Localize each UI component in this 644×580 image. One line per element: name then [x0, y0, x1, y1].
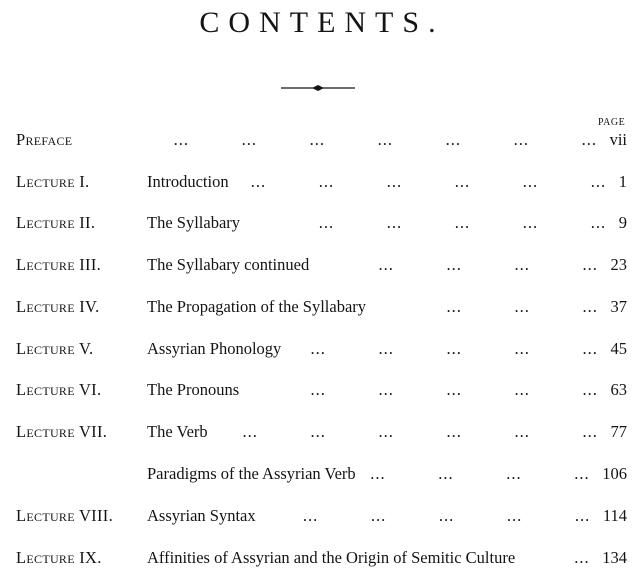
dot-leader: ...: [241, 130, 257, 149]
toc-entry-lecture-2[interactable]: [0, 213, 644, 237]
dot-leader: ...: [386, 172, 403, 191]
dot-leader: ...: [582, 380, 598, 399]
toc-entry-lecture-8[interactable]: [0, 506, 644, 530]
dot-leader: ...: [514, 297, 530, 316]
divider-ornament: [281, 84, 355, 92]
dot-leader: ...: [454, 172, 471, 191]
dot-leader: ...: [310, 380, 326, 399]
entry-title: The Syllabary continued: [147, 255, 310, 274]
dot-leader: ...: [446, 422, 462, 441]
dot-leader: ...: [242, 422, 258, 441]
dot-leader: ...: [454, 213, 471, 232]
toc-entry-lecture-9[interactable]: [0, 548, 644, 572]
dot-leader: ...: [446, 297, 462, 316]
dot-leader: ...: [318, 213, 335, 232]
dot-leader: ...: [514, 339, 530, 358]
toc-entry-lecture-5[interactable]: [0, 339, 644, 363]
entry-page-number: 77: [610, 422, 627, 441]
dot-leader: ...: [446, 255, 462, 274]
dot-leader: ...: [506, 464, 522, 483]
dot-leader: ...: [378, 255, 394, 274]
dot-leader: ...: [514, 255, 530, 274]
entry-title: Affinities of Assyrian and the Origin of Semitic Culture: [147, 548, 516, 567]
dot-leader: ...: [438, 464, 454, 483]
dot-leader: ...: [309, 130, 325, 149]
dot-leader: ...: [582, 422, 598, 441]
entry-label: Lecture V.: [16, 339, 94, 358]
entry-label: Lecture IV.: [16, 297, 100, 316]
entry-page-number: 9: [618, 213, 627, 232]
entry-page-number: 23: [610, 255, 627, 274]
dot-leader: ...: [370, 464, 386, 483]
dot-leader: ...: [445, 130, 461, 149]
toc-entry-lecture-6[interactable]: [0, 380, 644, 404]
entry-label: Lecture VI.: [16, 380, 102, 399]
dot-leader: ...: [522, 172, 539, 191]
entry-title: Assyrian Syntax: [147, 506, 256, 525]
dot-leader: ...: [378, 422, 394, 441]
entry-title: The Syllabary: [147, 213, 241, 232]
dot-leader: ...: [506, 506, 523, 525]
dot-leader: ...: [574, 506, 591, 525]
dot-leader: ...: [582, 339, 598, 358]
dot-leader: ...: [582, 255, 598, 274]
dot-leader: ...: [378, 380, 394, 399]
entry-title: Introduction: [147, 172, 229, 191]
dot-leader: ...: [386, 213, 403, 232]
dot-leader: ...: [318, 172, 335, 191]
dot-leader: ...: [582, 297, 598, 316]
dot-leader: ...: [522, 213, 539, 232]
dot-leader: ...: [590, 213, 607, 232]
entry-label: Lecture IX.: [16, 548, 102, 567]
entry-title: Paradigms of the Assyrian Verb: [147, 464, 356, 483]
dot-leader: ...: [581, 130, 597, 149]
entry-title: The Propagation of the Syllabary: [147, 297, 367, 316]
dot-leader: ...: [438, 506, 455, 525]
entry-page-number: 63: [610, 380, 627, 399]
dot-leader: ...: [514, 380, 530, 399]
dot-leader: ...: [302, 506, 319, 525]
entry-title: The Pronouns: [147, 380, 240, 399]
entry-label: Lecture VIII.: [16, 506, 113, 525]
entry-label: Lecture I.: [16, 172, 90, 191]
entry-title: The Verb: [147, 422, 208, 441]
entry-title: Assyrian Phonology: [147, 339, 282, 358]
toc-entry-lecture-7[interactable]: [0, 422, 644, 446]
dot-leader: ...: [378, 339, 394, 358]
toc-entry-lecture-4[interactable]: [0, 297, 644, 321]
page-column-heading: PAGE: [598, 117, 626, 128]
dot-leader: ...: [513, 130, 529, 149]
toc-entry-lecture-1[interactable]: [0, 172, 644, 196]
entry-page-number: 37: [610, 297, 627, 316]
entry-label: Lecture III.: [16, 255, 102, 274]
dot-leader: ...: [310, 422, 326, 441]
entry-label: Lecture II.: [16, 213, 96, 232]
entry-page-number: 114: [602, 506, 627, 525]
dot-leader: ...: [514, 422, 530, 441]
toc-entry-paradigms[interactable]: [0, 464, 644, 488]
entry-page-number: 106: [602, 464, 627, 483]
dot-leader: ...: [250, 172, 267, 191]
toc-entry-lecture-3[interactable]: [0, 255, 644, 279]
toc-entry-preface[interactable]: [0, 130, 644, 154]
dot-leader: ...: [370, 506, 387, 525]
dot-leader: ...: [574, 464, 590, 483]
contents-heading: CONTENTS.: [199, 6, 445, 39]
dot-leader: ...: [173, 130, 189, 149]
entry-page-number: vii: [609, 130, 627, 149]
dot-leader: ...: [310, 339, 326, 358]
entry-page-number: 45: [610, 339, 627, 358]
dot-leader: ...: [377, 130, 393, 149]
dot-leader: ...: [590, 172, 607, 191]
dot-leader: ...: [574, 548, 590, 567]
dot-leader: ...: [446, 380, 462, 399]
entry-label: Lecture VII.: [16, 422, 108, 441]
entry-page-number: 134: [602, 548, 627, 567]
entry-label: Preface: [16, 130, 73, 149]
dot-leader: ...: [446, 339, 462, 358]
entry-page-number: 1: [618, 172, 627, 191]
